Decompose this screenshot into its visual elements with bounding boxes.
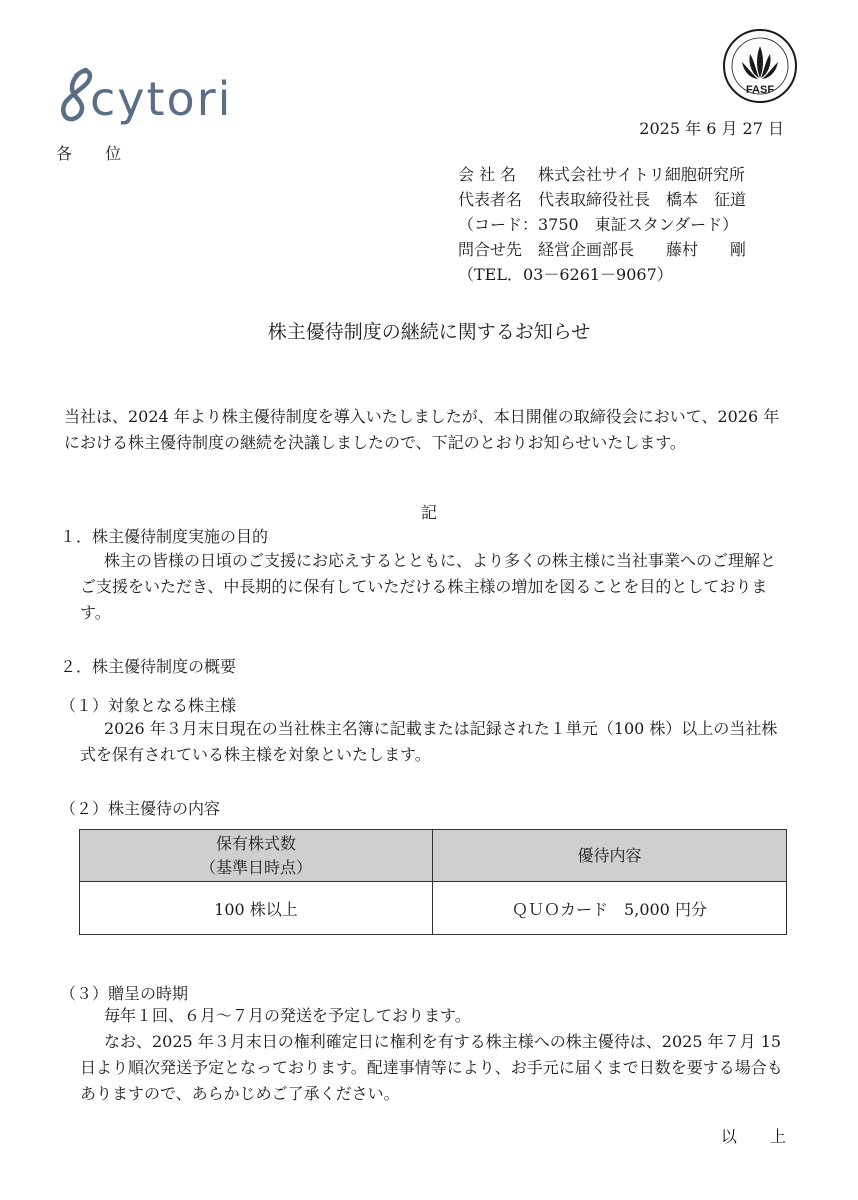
company-info	[458, 162, 746, 287]
tel-number: （TEL．03－6261－9067）	[458, 265, 673, 284]
document-title: 株主優待制度の継続に関するお知らせ	[267, 321, 591, 343]
sub3-body	[80, 1003, 790, 1107]
shares-header	[80, 830, 433, 882]
company-row	[458, 162, 746, 187]
fasf-seal-label: FASF	[745, 84, 775, 96]
shares-header-line1: 保有株式数	[215, 833, 296, 853]
section1-body	[80, 548, 790, 626]
sub1-heading: （１）対象となる株主様	[60, 696, 237, 715]
company-value: 株式会社サイトリ細胞研究所	[538, 165, 745, 184]
document-date: 2025 年 6 月 27 日	[639, 119, 784, 138]
benefit-header: 優待内容	[433, 830, 787, 882]
benefit-table	[79, 829, 787, 935]
addressee: 各 位	[56, 144, 136, 163]
section2-heading: ２．株主優待制度の概要	[60, 657, 237, 676]
benefit-cell: ＱＵＯカード 5,000 円分	[433, 882, 787, 935]
stock-code: （コード：3750 東証スタンダード）	[458, 215, 739, 234]
sub3-heading: （３）贈呈の時期	[60, 984, 189, 1003]
sub1-body	[80, 716, 790, 768]
sub3-text1: 毎年１回、６月～７月の発送を予定しております。	[104, 1006, 471, 1025]
logo-wordmark: cytori	[90, 72, 233, 126]
representative-row	[458, 187, 746, 212]
table-row	[80, 882, 787, 935]
sub3-text2: なお、2025 年３月末日の権利確定日に権利を有する株主様への株主優待は、2025 年７月 15 日より順次発送予定となっております。配達事情等により、お手元に届くまで日数を要する場合もありますので、あらかじめご了承ください。	[80, 1032, 783, 1103]
representative-value: 代表取締役社長 橋本 征道	[538, 190, 747, 209]
contact-value: 経営企画部長 藤村 剛	[538, 240, 747, 259]
shares-header-line2: （基準日時点）	[199, 857, 312, 877]
section1-heading: １．株主優待制度実施の目的	[60, 527, 269, 546]
tel-row	[458, 262, 746, 287]
shares-cell: 100 株以上	[80, 882, 433, 935]
closing-mark: 以 上	[720, 1127, 800, 1146]
section1-text: 株主の皆様の日頃のご支援にお応えするとともに、より多くの株主様に当社事業へのご理解とご支援をいただき、中長期的に保有していただける株主様の増加を図ることを目的としております。	[80, 551, 777, 622]
sub3-text2-wrap	[80, 1029, 790, 1107]
sub2-heading: （２）株主優待の内容	[60, 799, 221, 818]
stock-code-row	[458, 212, 746, 237]
intro-paragraph: 当社は、2024 年より株主優待制度を導入いたしましたが、本日開催の取締役会において、2026 年における株主優待制度の継続を決議しましたので、下記のとおりお知らせいたします。	[64, 407, 780, 452]
company-label: 会 社 名	[458, 165, 517, 184]
fasf-seal	[722, 28, 798, 104]
sub1-text: 2026 年３月末日現在の当社株主名簿に記載または記録された１単元（100 株）以上の当社株式を保有されている株主様を対象といたします。	[80, 719, 778, 764]
contact-row	[458, 237, 746, 262]
representative-label: 代表者名	[458, 190, 523, 209]
ki-marker: 記	[420, 503, 437, 522]
fasf-seal-icon	[722, 28, 798, 104]
contact-label: 問合せ先	[458, 240, 523, 259]
table-header-row	[80, 830, 787, 882]
